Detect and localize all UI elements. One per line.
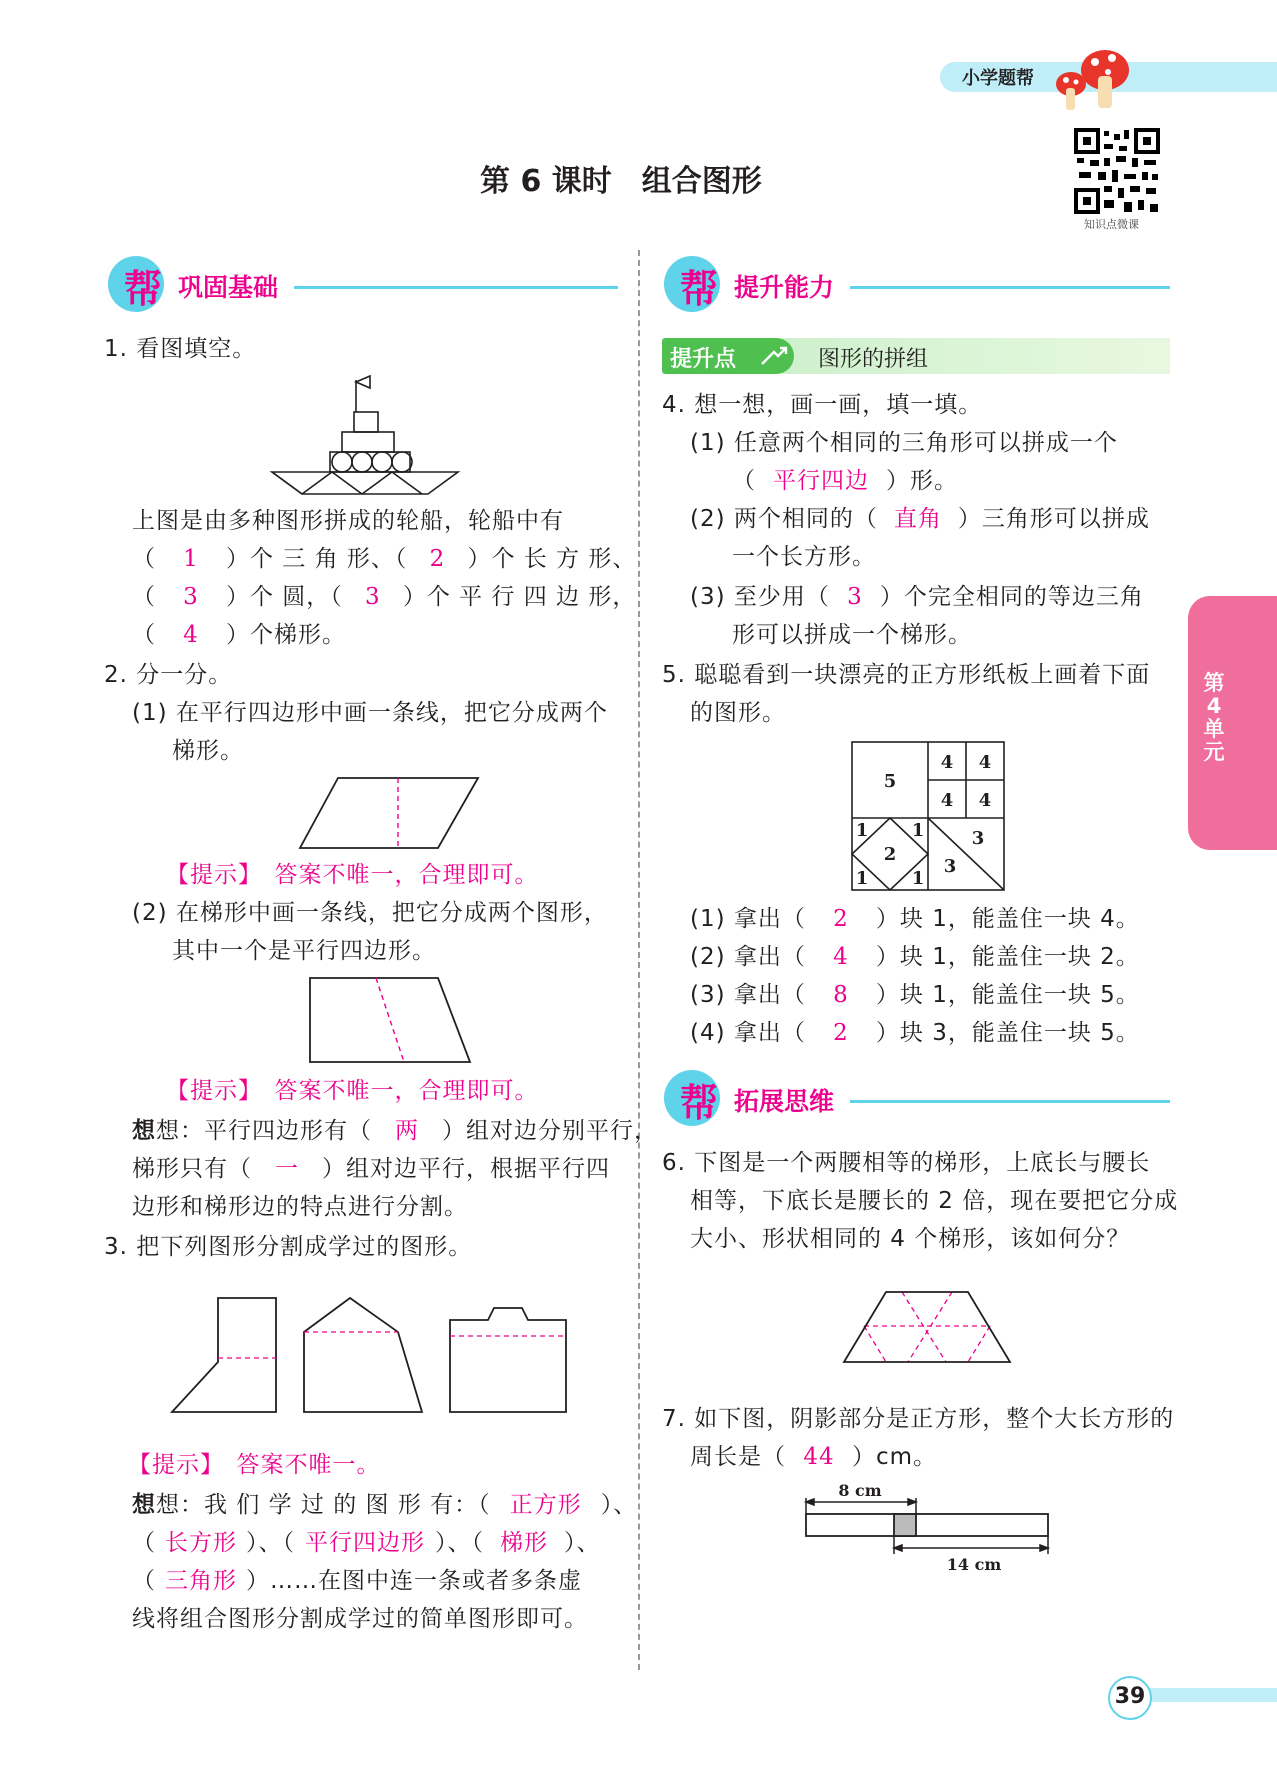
fig-num: 3: [943, 856, 957, 877]
banner-line: [850, 1100, 1170, 1103]
q4-label: 4. 想一想，画一画，填一填。: [662, 392, 983, 418]
banner-line: [294, 286, 618, 289]
answer-rectangles: 2: [429, 546, 446, 572]
q2-label: 2. 分一分。: [104, 662, 233, 688]
dimension-label-8cm: 8 cm: [838, 1481, 882, 1500]
q1-line3: （ 3 ）个 圆，（ 3 ）个 平 行 四 边 形，: [132, 578, 636, 616]
q3-think-4: 线将组合图形分割成学过的简单图形即可。: [132, 1606, 588, 1632]
answer-triangles: 1: [183, 546, 199, 572]
q5-label-a: 5. 聪聪看到一块漂亮的正方形纸板上画着下面: [662, 662, 1151, 688]
q2-think-2: [132, 1150, 610, 1188]
think-text: ）组对边分别平行，: [442, 1118, 658, 1144]
q4-text: ）形。: [886, 468, 958, 494]
q1-line2: （ 1 ）个 三 角 形、（ 2 ）个 长 方 形、: [132, 540, 636, 578]
think-text: 想：我 们 学 过 的 图 形 有：（: [156, 1492, 491, 1518]
q3-hint: [128, 1446, 381, 1484]
answer-row1: 2: [833, 906, 849, 932]
think-text: 梯形只有（: [132, 1156, 252, 1182]
answer-parallelograms: 3: [364, 584, 381, 610]
tab-char: 第: [1203, 671, 1225, 695]
fig-num: 1: [855, 820, 869, 841]
q5-label-b: 的图形。: [690, 700, 786, 726]
answer-shape-3: 平行四边形: [305, 1530, 425, 1556]
q1-text-trap: ）个梯形。: [226, 622, 346, 648]
hint-text: 答案不唯一，合理即可。: [274, 862, 539, 888]
lesson-title: 第 6 课时 组合图形: [480, 164, 762, 199]
fig-num: 4: [978, 790, 992, 811]
q2-hint2: [166, 1072, 539, 1110]
q4-text: ）个完全相同的等边三角: [879, 584, 1144, 610]
answer-row4: 2: [833, 1020, 849, 1046]
page-number: 39: [1114, 1684, 1146, 1709]
answer-triangle-type: 直角: [893, 506, 942, 532]
q5-text: ）块 1，能盖住一块 4。: [875, 906, 1140, 932]
q5-row4: [690, 1014, 1140, 1052]
q4-text: ）三角形可以拼成: [957, 506, 1150, 532]
q4-part2-b: 一个长方形。: [732, 544, 876, 570]
fig-num: 1: [855, 868, 869, 889]
improvement-tag-text: 图形的拼组: [818, 347, 929, 372]
banner-bang: 帮: [124, 267, 163, 311]
tab-char: 单: [1203, 717, 1225, 741]
arrow-icon: [760, 344, 790, 368]
square-puzzle-figure: [850, 740, 1006, 892]
q1-text-tri: ）个 三 角 形、（: [226, 546, 408, 572]
q5-text: (2) 拿出（: [690, 944, 806, 970]
parallelogram-figure: [298, 776, 480, 850]
think-text: ）组对边平行，根据平行四: [322, 1156, 610, 1182]
answer-trapezoids: 4: [183, 622, 199, 648]
hint-text: 答案不唯一。: [236, 1452, 381, 1478]
q4-part1-a: (1) 任意两个相同的三角形可以拼成一个: [690, 430, 1118, 456]
banner-bang: 帮: [680, 1081, 719, 1125]
q3-think-1: 想想：我 们 学 过 的 图 形 有：（ 正方形 ）、: [132, 1486, 637, 1524]
q7-text: ）cm。: [852, 1444, 938, 1470]
fig-num: 1: [911, 820, 925, 841]
q2-part2-a: (2) 在梯形中画一条线，把它分成两个图形，: [132, 900, 608, 926]
hint-text: 答案不唯一，合理即可。: [274, 1078, 539, 1104]
q2-part2-b: 其中一个是平行四边形。: [172, 938, 436, 964]
rectangle-dimension-figure: [800, 1482, 1054, 1576]
q6-line-a: 6. 下图是一个两腰相等的梯形，上底长与腰长: [662, 1150, 1151, 1176]
q1-text-para: ）个 平 行 四 边 形，: [402, 584, 637, 610]
trapezoid-figure: [308, 976, 472, 1064]
q5-text: (1) 拿出（: [690, 906, 806, 932]
q4-part1-b: （ 平行四边 ）形。: [732, 462, 958, 500]
section-banner-extend: [664, 1068, 1170, 1128]
q1-text-circ: ）个 圆，（: [226, 584, 343, 610]
think-text: 想：平行四边形有（: [156, 1118, 372, 1144]
column-divider: [638, 250, 640, 1670]
section-title: 巩固基础: [178, 273, 279, 302]
brand-label: 小学题帮: [962, 68, 1034, 89]
q4-part2-a: [690, 500, 1150, 538]
tab-char: 元: [1203, 740, 1225, 764]
q5-row2: [690, 938, 1140, 976]
answer-row2: 4: [833, 944, 849, 970]
q6-line-c: 大小、形状相同的 4 个梯形，该如何分？: [690, 1226, 1131, 1252]
fig-num: 4: [940, 752, 954, 773]
q5-row1: [690, 900, 1140, 938]
q5-text: (4) 拿出（: [690, 1020, 806, 1046]
trapezoid-split-figure: [842, 1290, 1014, 1364]
q7-line-a: 7. 如下图，阴影部分是正方形，整个大长方形的: [662, 1406, 1175, 1432]
q3-think-2: （ 长方形 ）、（ 平行四边形 ）、（ 梯形 ）、: [132, 1524, 601, 1562]
q1-label: 1. 看图填空。: [104, 336, 257, 362]
q2-hint1: [166, 856, 539, 894]
answer-shape-formed: 平行四边: [773, 468, 869, 494]
think-text: ）……在图中连一条或者多条虚: [246, 1568, 582, 1594]
q2-part1-a: (1) 在平行四边形中画一条线，把它分成两个: [132, 700, 608, 726]
q7-line-b: [690, 1438, 937, 1476]
fig-num: 4: [940, 790, 954, 811]
composite-shapes-figure: [170, 1296, 570, 1416]
answer-shape-1: 正方形: [509, 1492, 582, 1518]
answer-shape-4: 梯形: [500, 1530, 548, 1556]
fig-num: 5: [883, 771, 897, 792]
q2-think-1: 想想：平行四边形有（ 两 ）组对边分别平行，: [132, 1112, 658, 1150]
dimension-label-14cm: 14 cm: [946, 1555, 1002, 1574]
q1-line4: （ 4 ）个梯形。: [132, 616, 346, 654]
fig-num: 3: [971, 828, 985, 849]
fig-num: 1: [911, 868, 925, 889]
q5-text: ）块 1，能盖住一块 5。: [875, 982, 1140, 1008]
q4-text: (2) 两个相同的（: [690, 506, 878, 532]
section-banner-improve: [664, 254, 1170, 314]
answer-circles: 3: [183, 584, 199, 610]
mushroom-icon: [1050, 44, 1140, 116]
q1-line1: 上图是由多种图形拼成的轮船，轮船中有: [132, 508, 564, 534]
q2-part1-b: 梯形。: [172, 738, 244, 764]
q1-text-rect: ）个 长 方 形、: [467, 546, 637, 572]
qr-caption: 知识点微课: [1084, 218, 1139, 231]
banner-line: [850, 286, 1170, 289]
fig-num: 2: [883, 844, 897, 865]
q3-think-3: （ 三角形 ）……在图中连一条或者多条虚: [132, 1562, 582, 1600]
q5-text: ）块 3，能盖住一块 5。: [875, 1020, 1140, 1046]
banner-bang: 帮: [680, 267, 719, 311]
section-title: 拓展思维: [734, 1087, 835, 1116]
q5-text: (3) 拿出（: [690, 982, 806, 1008]
q4-text: (3) 至少用（: [690, 584, 830, 610]
answer-triangle-count: 3: [847, 584, 863, 610]
q5-row3: [690, 976, 1140, 1014]
qr-code-icon: [1074, 128, 1164, 214]
answer-perimeter: 44: [803, 1444, 835, 1470]
q2-think-3: 边形和梯形边的特点进行分割。: [132, 1194, 468, 1220]
fig-num: 4: [978, 752, 992, 773]
unit-side-tab-text: [1202, 672, 1226, 764]
ship-figure: [270, 372, 470, 496]
answer-shape-2: 长方形: [165, 1530, 237, 1556]
hint-tag: 【提示】: [166, 862, 251, 888]
q7-text: 周长是（: [690, 1444, 786, 1470]
answer-shape-5: 三角形: [165, 1568, 237, 1594]
hint-tag: 【提示】: [128, 1452, 213, 1478]
improvement-tag-label: 提升点: [670, 347, 737, 372]
q3-label: 3. 把下列图形分割成学过的图形。: [104, 1234, 473, 1260]
q4-part3-b: 形可以拼成一个梯形。: [732, 622, 972, 648]
q5-text: ）块 1，能盖住一块 2。: [875, 944, 1140, 970]
q6-line-b: 相等，下底长是腰长的 2 倍，现在要把它分成: [690, 1188, 1179, 1214]
tab-char: 4: [1206, 694, 1222, 718]
answer-trapezoid-pairs: 一: [275, 1156, 299, 1182]
answer-parallel-pairs: 两: [395, 1118, 419, 1144]
section-title: 提升能力: [734, 273, 835, 302]
answer-row3: 8: [833, 982, 849, 1008]
q4-part3-a: [690, 578, 1144, 616]
section-banner-consolidate: [108, 254, 618, 314]
hint-tag: 【提示】: [166, 1078, 251, 1104]
